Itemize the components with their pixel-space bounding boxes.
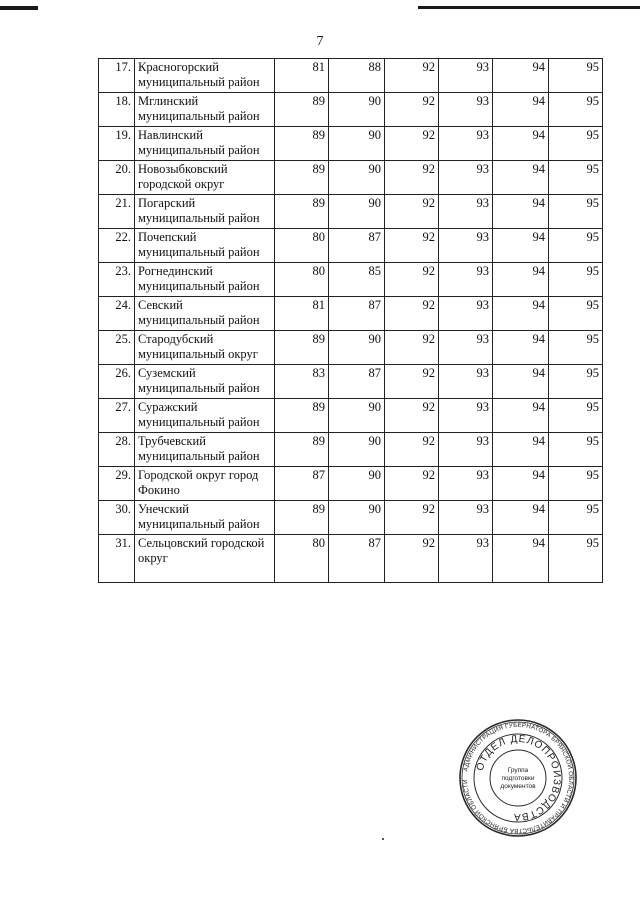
value-cell-6: 95	[549, 161, 603, 195]
value-cell-1: 87	[275, 467, 329, 501]
row-number: 17.	[99, 59, 135, 93]
value-cell-2: 90	[329, 501, 385, 535]
value-cell-2: 90	[329, 127, 385, 161]
value-cell-1: 89	[275, 433, 329, 467]
table-row	[99, 535, 603, 583]
value-cell-2: 87	[329, 365, 385, 399]
scan-edge-mark-left	[0, 6, 38, 10]
municipality-name: Суражский муниципальный район	[135, 399, 275, 433]
value-cell-6: 95	[549, 297, 603, 331]
row-number: 27.	[99, 399, 135, 433]
value-cell-5: 94	[493, 127, 549, 161]
value-cell-4: 93	[439, 501, 493, 535]
value-cell-1: 80	[275, 263, 329, 297]
table-row	[99, 263, 603, 297]
row-number: 28.	[99, 433, 135, 467]
scan-edge-mark-right	[418, 6, 640, 9]
value-cell-6: 95	[549, 93, 603, 127]
value-cell-6: 95	[549, 263, 603, 297]
row-number: 18.	[99, 93, 135, 127]
value-cell-4: 93	[439, 365, 493, 399]
value-cell-5: 94	[493, 501, 549, 535]
municipality-name: Погарский муниципальный район	[135, 195, 275, 229]
value-cell-4: 93	[439, 93, 493, 127]
table-row	[99, 59, 603, 93]
value-cell-6: 95	[549, 127, 603, 161]
value-cell-2: 90	[329, 399, 385, 433]
value-cell-6: 95	[549, 501, 603, 535]
seal-ring-text: ОТДЕЛ ДЕЛОПРОИЗВОДСТВА	[474, 733, 563, 823]
value-cell-5: 94	[493, 263, 549, 297]
value-cell-2: 90	[329, 467, 385, 501]
value-cell-2: 90	[329, 331, 385, 365]
value-cell-6: 95	[549, 365, 603, 399]
data-table	[98, 58, 603, 583]
value-cell-4: 93	[439, 263, 493, 297]
value-cell-1: 89	[275, 501, 329, 535]
value-cell-3: 92	[385, 195, 439, 229]
value-cell-1: 83	[275, 365, 329, 399]
value-cell-3: 92	[385, 229, 439, 263]
page-number: 7	[316, 34, 324, 49]
seal-outer-text: АДМИНИСТРАЦИЯ ГУБЕРНАТОРА БРЯНСКОЙ ОБЛАСТИ И ПРАВИТЕЛЬСТВА БРЯНСКОЙ ОБЛАСТИ	[461, 721, 575, 835]
row-number: 20.	[99, 161, 135, 195]
value-cell-2: 87	[329, 535, 385, 583]
municipality-name: Севский муниципальный район	[135, 297, 275, 331]
value-cell-1: 80	[275, 229, 329, 263]
value-cell-6: 95	[549, 195, 603, 229]
value-cell-4: 93	[439, 229, 493, 263]
value-cell-3: 92	[385, 535, 439, 583]
value-cell-3: 92	[385, 297, 439, 331]
table-row	[99, 195, 603, 229]
table-row	[99, 365, 603, 399]
table-row	[99, 433, 603, 467]
row-number: 23.	[99, 263, 135, 297]
value-cell-6: 95	[549, 59, 603, 93]
value-cell-1: 89	[275, 331, 329, 365]
value-cell-2: 90	[329, 93, 385, 127]
value-cell-5: 94	[493, 229, 549, 263]
municipality-name: Городской округ город Фокино	[135, 467, 275, 501]
value-cell-1: 89	[275, 195, 329, 229]
value-cell-5: 94	[493, 297, 549, 331]
scan-speck	[382, 838, 384, 840]
value-cell-5: 94	[493, 535, 549, 583]
seal-center-line1: Группа	[507, 767, 529, 774]
seal-center-line2: подготовки	[501, 775, 535, 782]
row-number: 25.	[99, 331, 135, 365]
value-cell-2: 90	[329, 161, 385, 195]
municipality-name: Новозыбковский городской округ	[135, 161, 275, 195]
table-row	[99, 297, 603, 331]
table-row	[99, 229, 603, 263]
value-cell-1: 89	[275, 127, 329, 161]
value-cell-6: 95	[549, 229, 603, 263]
value-cell-2: 90	[329, 195, 385, 229]
value-cell-6: 95	[549, 433, 603, 467]
row-number: 22.	[99, 229, 135, 263]
row-number: 29.	[99, 467, 135, 501]
value-cell-4: 93	[439, 433, 493, 467]
municipality-name: Мглинский муниципальный район	[135, 93, 275, 127]
value-cell-1: 80	[275, 535, 329, 583]
value-cell-2: 90	[329, 433, 385, 467]
row-number: 31.	[99, 535, 135, 583]
table-row	[99, 399, 603, 433]
value-cell-3: 92	[385, 433, 439, 467]
row-number: 24.	[99, 297, 135, 331]
value-cell-5: 94	[493, 365, 549, 399]
value-cell-5: 94	[493, 59, 549, 93]
value-cell-2: 87	[329, 297, 385, 331]
value-cell-5: 94	[493, 399, 549, 433]
value-cell-4: 93	[439, 161, 493, 195]
value-cell-5: 94	[493, 93, 549, 127]
table-row	[99, 161, 603, 195]
value-cell-4: 93	[439, 195, 493, 229]
value-cell-5: 94	[493, 467, 549, 501]
value-cell-5: 94	[493, 161, 549, 195]
value-cell-3: 92	[385, 365, 439, 399]
municipality-name: Стародубский муниципальный округ	[135, 331, 275, 365]
row-number: 21.	[99, 195, 135, 229]
value-cell-4: 93	[439, 467, 493, 501]
value-cell-6: 95	[549, 331, 603, 365]
official-seal-stamp	[458, 718, 578, 838]
value-cell-3: 92	[385, 467, 439, 501]
value-cell-3: 92	[385, 399, 439, 433]
value-cell-4: 93	[439, 127, 493, 161]
row-number: 26.	[99, 365, 135, 399]
value-cell-2: 87	[329, 229, 385, 263]
table-row	[99, 93, 603, 127]
value-cell-3: 92	[385, 331, 439, 365]
row-number: 19.	[99, 127, 135, 161]
municipality-name: Почепский муниципальный район	[135, 229, 275, 263]
table-row	[99, 467, 603, 501]
value-cell-1: 89	[275, 161, 329, 195]
table-row	[99, 501, 603, 535]
value-cell-1: 89	[275, 93, 329, 127]
value-cell-5: 94	[493, 433, 549, 467]
value-cell-3: 92	[385, 93, 439, 127]
municipality-name: Трубчевский муниципальный район	[135, 433, 275, 467]
value-cell-1: 81	[275, 59, 329, 93]
municipality-name: Красногорский муниципальный район	[135, 59, 275, 93]
municipality-name: Сельцовский городской округ	[135, 535, 275, 583]
municipality-name: Унечский муниципальный район	[135, 501, 275, 535]
value-cell-4: 93	[439, 535, 493, 583]
row-number: 30.	[99, 501, 135, 535]
value-cell-4: 93	[439, 399, 493, 433]
value-cell-6: 95	[549, 467, 603, 501]
municipality-name: Навлинский муниципальный район	[135, 127, 275, 161]
municipality-name: Рогнединский муниципальный район	[135, 263, 275, 297]
value-cell-5: 94	[493, 195, 549, 229]
value-cell-1: 89	[275, 399, 329, 433]
value-cell-3: 92	[385, 59, 439, 93]
value-cell-4: 93	[439, 297, 493, 331]
value-cell-6: 95	[549, 399, 603, 433]
table-body	[99, 59, 603, 583]
value-cell-5: 94	[493, 331, 549, 365]
value-cell-2: 85	[329, 263, 385, 297]
value-cell-6: 95	[549, 535, 603, 583]
value-cell-3: 92	[385, 263, 439, 297]
seal-graphic	[458, 718, 578, 838]
seal-center-line3: документов	[500, 783, 536, 790]
table-row	[99, 331, 603, 365]
value-cell-3: 92	[385, 127, 439, 161]
value-cell-2: 88	[329, 59, 385, 93]
value-cell-4: 93	[439, 59, 493, 93]
value-cell-3: 92	[385, 161, 439, 195]
table-row	[99, 127, 603, 161]
municipality-name: Суземский муниципальный район	[135, 365, 275, 399]
value-cell-3: 92	[385, 501, 439, 535]
value-cell-1: 81	[275, 297, 329, 331]
value-cell-4: 93	[439, 331, 493, 365]
